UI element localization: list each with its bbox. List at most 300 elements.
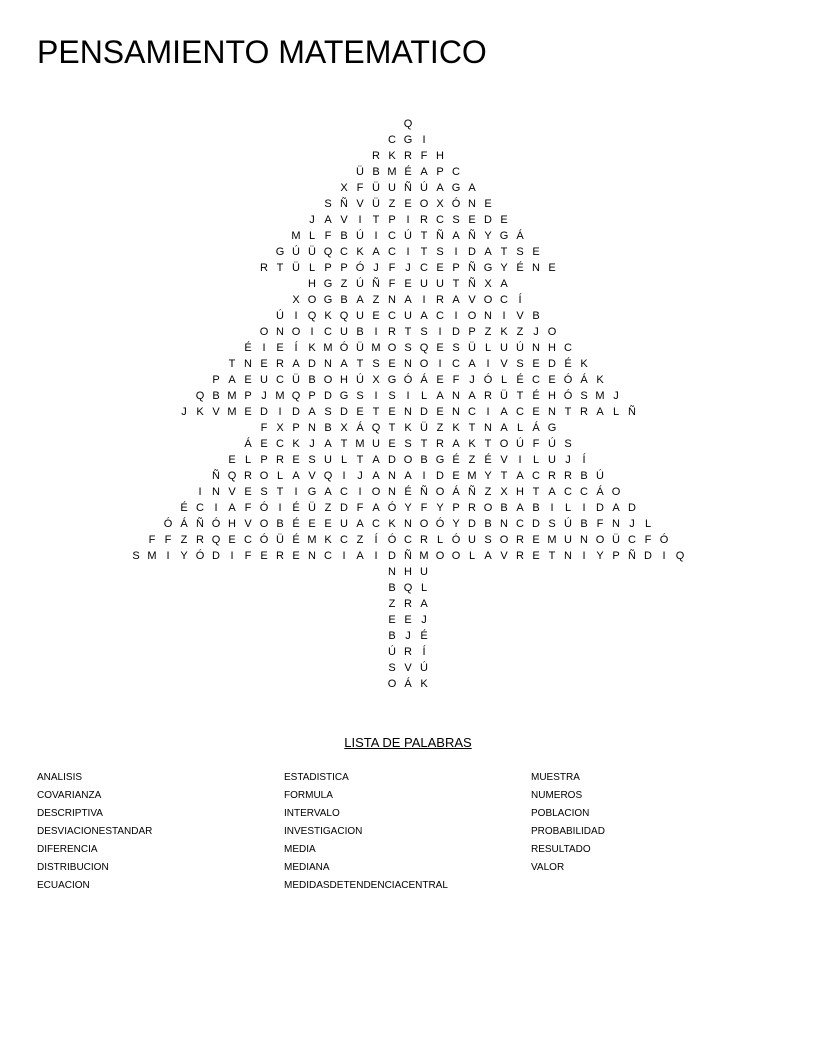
puzzle-letter: Ü	[356, 342, 364, 354]
puzzle-letter: M	[323, 342, 333, 354]
puzzle-letter: V	[340, 214, 348, 226]
puzzle-letter: N	[452, 390, 460, 402]
puzzle-letter: J	[309, 438, 315, 450]
puzzle-letter: H	[228, 518, 236, 530]
puzzle-letter: Y	[484, 230, 492, 242]
puzzle-letter: D	[324, 390, 332, 402]
puzzle-letter: K	[388, 150, 396, 162]
puzzle-letter: S	[452, 214, 460, 226]
puzzle-letter: J	[309, 214, 315, 226]
puzzle-letter: E	[532, 550, 540, 562]
puzzle-letter: Á	[404, 678, 412, 690]
puzzle-letter: Ú	[276, 310, 284, 322]
puzzle-letter: N	[388, 566, 396, 578]
puzzle-letter: Ú	[548, 438, 556, 450]
puzzle-letter: D	[388, 550, 396, 562]
puzzle-letter: Ñ	[628, 406, 636, 418]
puzzle-letter: Q	[195, 390, 205, 402]
puzzle-letter: H	[548, 390, 556, 402]
puzzle-letter: U	[388, 182, 396, 194]
puzzle-letter: C	[516, 406, 524, 418]
puzzle-letter: É	[532, 390, 540, 402]
puzzle-letter: S	[372, 358, 380, 370]
puzzle-letter: B	[500, 502, 508, 514]
puzzle-letter: A	[420, 166, 428, 178]
puzzle-letter: Q	[675, 550, 685, 562]
puzzle-letter: T	[372, 214, 380, 226]
puzzle-letter: A	[420, 598, 428, 610]
word-list-item: DESCRIPTIVA	[37, 808, 103, 819]
puzzle-letter: F	[164, 534, 172, 546]
puzzle-letter: C	[388, 246, 396, 258]
puzzle-letter: I	[582, 502, 586, 514]
puzzle-letter: P	[308, 390, 316, 402]
puzzle-letter: U	[340, 518, 348, 530]
puzzle-letter: L	[564, 502, 572, 514]
puzzle-letter: E	[532, 358, 540, 370]
word-list-column	[284, 770, 531, 896]
puzzle-letter: O	[547, 326, 557, 338]
puzzle-letter: I	[582, 550, 586, 562]
puzzle-letter: V	[500, 358, 508, 370]
puzzle-letter: I	[550, 502, 554, 514]
puzzle-letter: Í	[294, 342, 298, 354]
puzzle-row	[0, 260, 816, 276]
puzzle-row	[0, 468, 816, 484]
puzzle-letter: D	[420, 406, 428, 418]
puzzle-letter: O	[467, 310, 477, 322]
puzzle-letter: R	[276, 550, 284, 562]
puzzle-letter: E	[452, 470, 460, 482]
puzzle-letter: E	[244, 374, 252, 386]
puzzle-letter: Z	[436, 422, 444, 434]
puzzle-letter: Ó	[211, 518, 221, 530]
puzzle-letter: T	[372, 406, 380, 418]
puzzle-letter: S	[388, 662, 396, 674]
puzzle-letter: E	[244, 406, 252, 418]
puzzle-letter: N	[564, 550, 572, 562]
puzzle-letter: É	[420, 630, 428, 642]
puzzle-letter: C	[532, 470, 540, 482]
puzzle-letter: L	[244, 454, 252, 466]
puzzle-letter: P	[340, 262, 348, 274]
puzzle-letter: E	[292, 454, 300, 466]
puzzle-row	[0, 660, 816, 676]
puzzle-letter: C	[532, 374, 540, 386]
puzzle-letter: T	[356, 454, 364, 466]
puzzle-letter: S	[452, 342, 460, 354]
puzzle-letter: E	[260, 438, 268, 450]
puzzle-letter: N	[404, 406, 412, 418]
puzzle-letter: Á	[356, 422, 364, 434]
puzzle-letter: J	[421, 614, 427, 626]
puzzle-letter: E	[532, 534, 540, 546]
puzzle-letter: O	[499, 438, 509, 450]
puzzle-letter: G	[307, 486, 317, 498]
puzzle-letter: L	[340, 454, 348, 466]
puzzle-letter: E	[324, 518, 332, 530]
puzzle-letter: N	[388, 486, 396, 498]
puzzle-letter: H	[404, 566, 412, 578]
puzzle-letter: N	[244, 358, 252, 370]
puzzle-letter: Ó	[451, 198, 461, 210]
puzzle-letter: Z	[516, 326, 524, 338]
puzzle-letter: R	[420, 214, 428, 226]
puzzle-letter: Ú	[516, 342, 524, 354]
puzzle-letter: P	[468, 326, 476, 338]
puzzle-letter: Ü	[292, 262, 300, 274]
puzzle-letter: M	[547, 534, 557, 546]
puzzle-letter: T	[532, 486, 540, 498]
puzzle-letter: V	[500, 550, 508, 562]
puzzle-letter: M	[291, 230, 301, 242]
puzzle-letter: Ñ	[340, 198, 348, 210]
puzzle-letter: Í	[422, 646, 426, 658]
puzzle-letter: B	[388, 582, 396, 594]
puzzle-letter: É	[452, 454, 460, 466]
puzzle-letter: Ú	[420, 662, 428, 674]
puzzle-letter: Ñ	[468, 486, 476, 498]
puzzle-letter: E	[308, 518, 316, 530]
word-list-heading: LISTA DE PALABRAS	[344, 735, 472, 750]
puzzle-letter: I	[422, 470, 426, 482]
word-list-item: RESULTADO	[531, 844, 591, 855]
puzzle-letter: O	[611, 486, 621, 498]
puzzle-letter: Ó	[387, 502, 397, 514]
puzzle-letter: F	[452, 374, 460, 386]
puzzle-letter: Ñ	[468, 278, 476, 290]
puzzle-row	[0, 148, 816, 164]
puzzle-row	[0, 116, 816, 132]
puzzle-letter: U	[564, 534, 572, 546]
puzzle-letter: Í	[374, 534, 378, 546]
puzzle-letter: B	[308, 374, 316, 386]
puzzle-row	[0, 372, 816, 388]
puzzle-letter: B	[532, 310, 540, 322]
puzzle-letter: C	[196, 502, 204, 514]
word-search-grid	[0, 116, 816, 692]
word-list-item: COVARIANZA	[37, 790, 102, 801]
puzzle-row	[0, 548, 816, 564]
puzzle-letter: F	[388, 262, 396, 274]
puzzle-letter: H	[340, 374, 348, 386]
puzzle-letter: G	[339, 390, 349, 402]
puzzle-letter: X	[292, 294, 300, 306]
puzzle-letter: A	[452, 294, 460, 306]
puzzle-letter: O	[371, 486, 381, 498]
puzzle-letter: M	[387, 166, 397, 178]
puzzle-letter: O	[499, 534, 509, 546]
puzzle-letter: O	[483, 294, 493, 306]
puzzle-letter: Z	[484, 486, 492, 498]
puzzle-letter: O	[323, 374, 333, 386]
puzzle-letter: Y	[180, 550, 188, 562]
puzzle-row	[0, 244, 816, 260]
puzzle-letter: H	[516, 486, 524, 498]
puzzle-letter: Z	[468, 454, 476, 466]
puzzle-letter: C	[340, 486, 348, 498]
puzzle-letter: V	[500, 454, 508, 466]
puzzle-letter: C	[516, 518, 524, 530]
puzzle-letter: A	[500, 422, 508, 434]
puzzle-letter: A	[292, 470, 300, 482]
puzzle-letter: V	[356, 198, 364, 210]
puzzle-letter: D	[484, 214, 492, 226]
puzzle-letter: Ü	[292, 374, 300, 386]
puzzle-letter: N	[276, 326, 284, 338]
puzzle-letter: K	[500, 326, 508, 338]
puzzle-letter: É	[180, 502, 188, 514]
puzzle-letter: A	[612, 502, 620, 514]
puzzle-letter: Ó	[563, 390, 573, 402]
puzzle-letter: C	[372, 518, 380, 530]
puzzle-letter: R	[436, 294, 444, 306]
puzzle-letter: C	[276, 374, 284, 386]
puzzle-letter: I	[454, 310, 458, 322]
puzzle-letter: K	[596, 374, 604, 386]
puzzle-letter: Q	[291, 390, 301, 402]
puzzle-letter: O	[419, 198, 429, 210]
puzzle-letter: Z	[388, 598, 396, 610]
puzzle-row	[0, 404, 816, 420]
puzzle-letter: C	[452, 166, 460, 178]
puzzle-letter: G	[387, 374, 397, 386]
puzzle-letter: K	[356, 246, 364, 258]
puzzle-letter: R	[404, 598, 412, 610]
puzzle-row	[0, 628, 816, 644]
puzzle-letter: Q	[371, 422, 381, 434]
puzzle-letter: D	[532, 518, 540, 530]
puzzle-letter: A	[324, 486, 332, 498]
puzzle-letter: K	[308, 342, 316, 354]
puzzle-letter: R	[276, 454, 284, 466]
puzzle-letter: F	[644, 534, 652, 546]
puzzle-letter: Q	[339, 310, 349, 322]
word-list-item: MUESTRA	[531, 772, 580, 783]
puzzle-letter: I	[454, 246, 458, 258]
puzzle-letter: K	[452, 422, 460, 434]
puzzle-letter: A	[372, 502, 380, 514]
puzzle-letter: A	[468, 390, 476, 402]
puzzle-letter: F	[244, 550, 252, 562]
puzzle-letter: O	[451, 550, 461, 562]
puzzle-letter: A	[500, 406, 508, 418]
puzzle-letter: Í	[582, 454, 586, 466]
puzzle-letter: F	[420, 150, 428, 162]
puzzle-letter: O	[387, 342, 397, 354]
puzzle-letter: J	[373, 262, 379, 274]
puzzle-row	[0, 196, 816, 212]
puzzle-letter: T	[516, 390, 524, 402]
puzzle-letter: O	[403, 454, 413, 466]
puzzle-letter: E	[388, 614, 396, 626]
puzzle-letter: Á	[516, 230, 524, 242]
word-list-item: MEDIANA	[284, 862, 330, 873]
puzzle-row	[0, 388, 816, 404]
puzzle-letter: I	[358, 486, 362, 498]
puzzle-letter: N	[548, 406, 556, 418]
puzzle-letter: G	[323, 278, 333, 290]
puzzle-letter: I	[230, 550, 234, 562]
puzzle-letter: J	[533, 326, 539, 338]
puzzle-letter: D	[436, 470, 444, 482]
puzzle-letter: T	[468, 422, 476, 434]
word-list-item: INVESTIGACION	[284, 826, 363, 837]
puzzle-letter: L	[500, 374, 508, 386]
puzzle-letter: E	[260, 550, 268, 562]
puzzle-letter: B	[276, 518, 284, 530]
puzzle-letter: S	[484, 534, 492, 546]
puzzle-letter: E	[228, 454, 236, 466]
puzzle-letter: E	[260, 358, 268, 370]
puzzle-letter: S	[324, 406, 332, 418]
puzzle-letter: E	[292, 550, 300, 562]
puzzle-letter: I	[502, 310, 506, 322]
puzzle-letter: I	[374, 550, 378, 562]
puzzle-letter: Ü	[372, 198, 380, 210]
puzzle-letter: Q	[211, 534, 221, 546]
puzzle-letter: T	[228, 358, 236, 370]
puzzle-letter: C	[580, 486, 588, 498]
puzzle-letter: Ü	[420, 422, 428, 434]
puzzle-letter: R	[548, 470, 556, 482]
puzzle-row	[0, 644, 816, 660]
puzzle-letter: D	[548, 358, 556, 370]
puzzle-letter: Y	[500, 262, 508, 274]
puzzle-letter: O	[307, 294, 317, 306]
puzzle-letter: É	[292, 518, 300, 530]
puzzle-letter: E	[372, 310, 380, 322]
puzzle-letter: I	[278, 406, 282, 418]
puzzle-row	[0, 516, 816, 532]
puzzle-letter: M	[227, 390, 237, 402]
puzzle-letter: I	[518, 454, 522, 466]
puzzle-letter: Ñ	[404, 550, 412, 562]
puzzle-letter: Ñ	[212, 470, 220, 482]
puzzle-letter: G	[323, 294, 333, 306]
puzzle-letter: Z	[180, 534, 188, 546]
puzzle-letter: I	[438, 326, 442, 338]
puzzle-letter: F	[356, 182, 364, 194]
puzzle-letter: É	[404, 486, 412, 498]
puzzle-letter: C	[436, 310, 444, 322]
puzzle-letter: M	[307, 534, 317, 546]
puzzle-letter: B	[212, 390, 220, 402]
puzzle-letter: S	[516, 358, 524, 370]
puzzle-letter: K	[292, 438, 300, 450]
puzzle-letter: A	[468, 182, 476, 194]
puzzle-letter: N	[468, 198, 476, 210]
word-list-item: MEDIDASDETENDENCIACENTRAL	[284, 880, 448, 891]
puzzle-row	[0, 532, 816, 548]
puzzle-letter: D	[468, 518, 476, 530]
puzzle-letter: Ó	[259, 534, 269, 546]
puzzle-letter: R	[244, 470, 252, 482]
puzzle-letter: E	[276, 342, 284, 354]
puzzle-letter: E	[548, 374, 556, 386]
puzzle-letter: Ó	[659, 534, 669, 546]
puzzle-row	[0, 324, 816, 340]
puzzle-letter: S	[404, 342, 412, 354]
puzzle-letter: Ñ	[628, 550, 636, 562]
puzzle-letter: A	[436, 390, 444, 402]
puzzle-row	[0, 292, 816, 308]
puzzle-letter: L	[436, 534, 444, 546]
puzzle-letter: A	[596, 406, 604, 418]
puzzle-letter: Q	[323, 246, 333, 258]
puzzle-letter: T	[276, 262, 284, 274]
puzzle-letter: S	[388, 390, 396, 402]
puzzle-letter: F	[420, 502, 428, 514]
word-list-column	[37, 770, 284, 896]
puzzle-letter: É	[516, 374, 524, 386]
puzzle-letter: Z	[484, 326, 492, 338]
puzzle-letter: J	[469, 374, 475, 386]
puzzle-letter: Y	[452, 518, 460, 530]
puzzle-letter: E	[468, 214, 476, 226]
puzzle-row	[0, 276, 816, 292]
puzzle-letter: N	[484, 310, 492, 322]
puzzle-letter: I	[406, 390, 410, 402]
puzzle-letter: C	[388, 134, 396, 146]
puzzle-letter: V	[212, 406, 220, 418]
puzzle-letter: D	[644, 550, 652, 562]
puzzle-letter: Z	[324, 502, 332, 514]
puzzle-letter: J	[181, 406, 187, 418]
puzzle-letter: C	[244, 534, 252, 546]
puzzle-letter: E	[388, 358, 396, 370]
puzzle-row	[0, 420, 816, 436]
puzzle-letter: T	[452, 278, 460, 290]
puzzle-letter: O	[259, 470, 269, 482]
puzzle-letter: I	[406, 246, 410, 258]
puzzle-letter: V	[404, 662, 412, 674]
puzzle-letter: K	[580, 358, 588, 370]
puzzle-letter: L	[308, 230, 316, 242]
puzzle-letter: I	[166, 550, 170, 562]
puzzle-letter: E	[484, 198, 492, 210]
puzzle-letter: N	[388, 470, 396, 482]
puzzle-row	[0, 612, 816, 628]
puzzle-letter: B	[532, 502, 540, 514]
puzzle-letter: Y	[484, 470, 492, 482]
puzzle-letter: I	[310, 326, 314, 338]
puzzle-letter: Ó	[451, 534, 461, 546]
puzzle-letter: P	[612, 550, 620, 562]
puzzle-letter: I	[406, 214, 410, 226]
puzzle-letter: B	[580, 518, 588, 530]
puzzle-letter: F	[532, 438, 540, 450]
puzzle-letter: S	[580, 390, 588, 402]
puzzle-letter: T	[500, 470, 508, 482]
puzzle-letter: C	[404, 534, 412, 546]
puzzle-letter: Ü	[468, 342, 476, 354]
puzzle-letter: U	[548, 454, 556, 466]
puzzle-letter: U	[260, 374, 268, 386]
puzzle-letter: E	[436, 406, 444, 418]
puzzle-letter: L	[276, 470, 284, 482]
puzzle-letter: E	[532, 246, 540, 258]
puzzle-letter: H	[308, 278, 316, 290]
puzzle-letter: A	[308, 406, 316, 418]
puzzle-letter: A	[484, 246, 492, 258]
puzzle-row	[0, 452, 816, 468]
puzzle-letter: C	[564, 486, 572, 498]
puzzle-letter: E	[404, 278, 412, 290]
puzzle-letter: B	[324, 422, 332, 434]
puzzle-letter: R	[260, 262, 268, 274]
puzzle-letter: C	[324, 326, 332, 338]
